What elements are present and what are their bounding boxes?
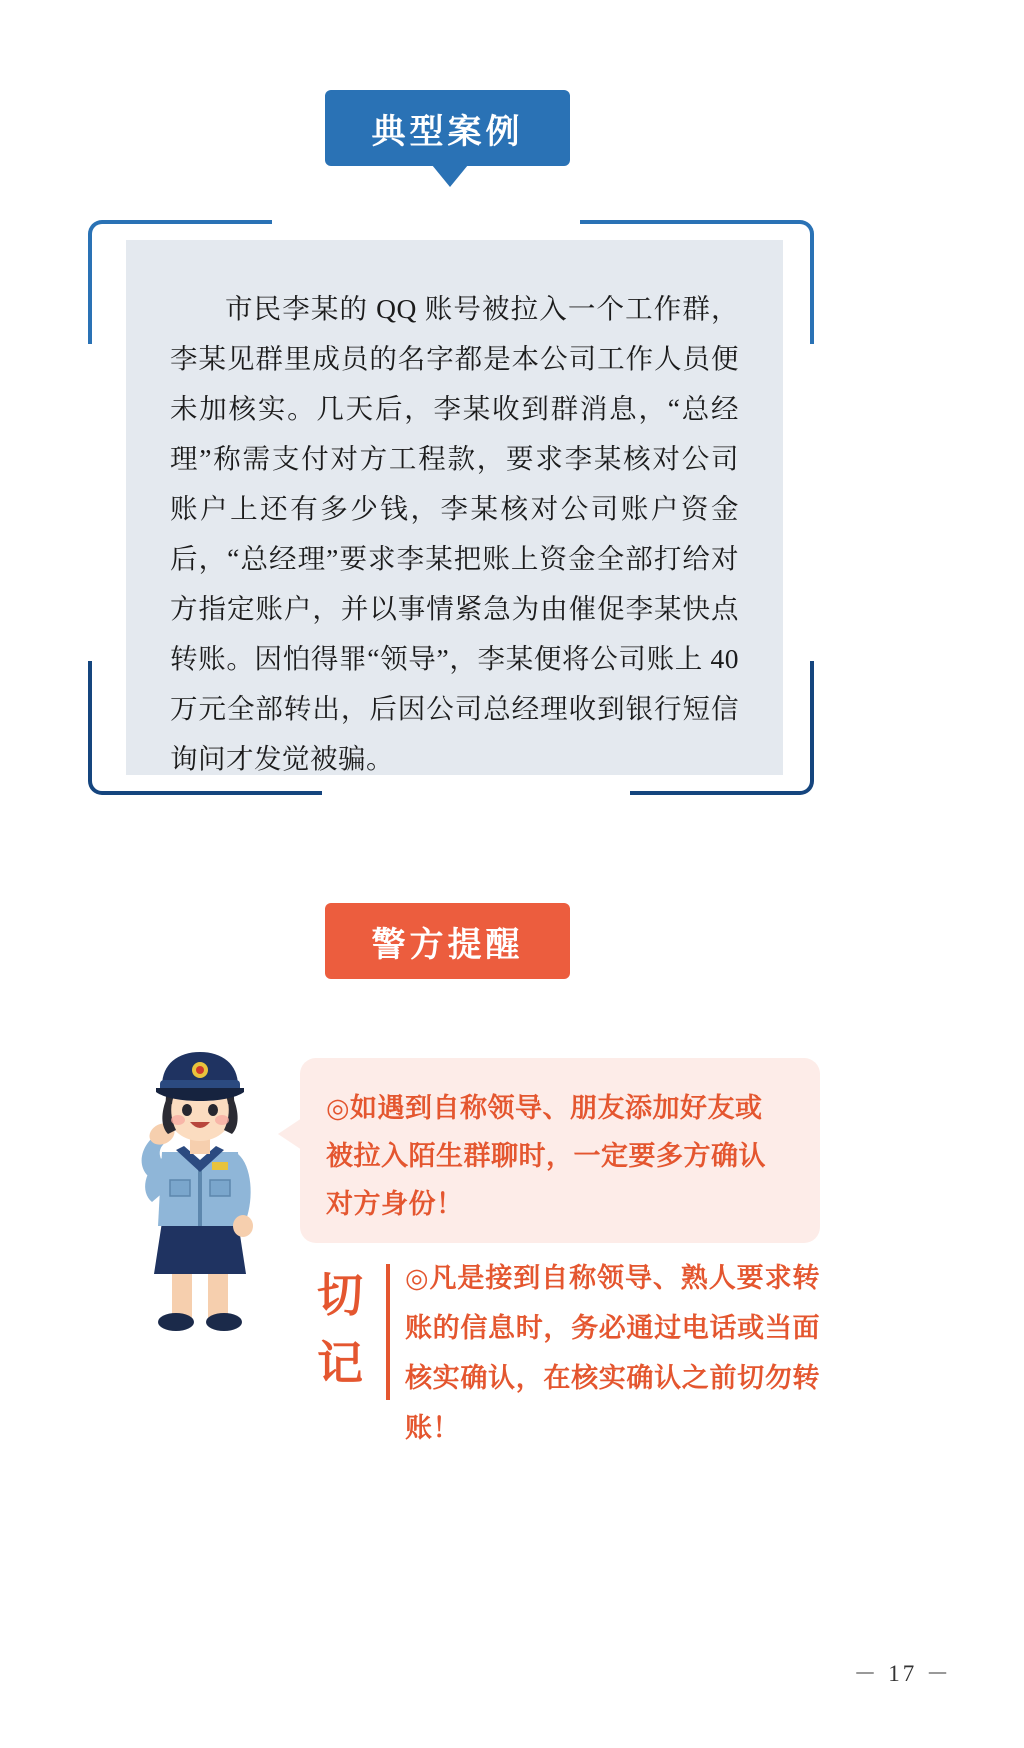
- police-officer-illustration: [100, 1030, 300, 1340]
- case-badge: [325, 90, 570, 166]
- remember-label-char-1: 切: [317, 1270, 363, 1321]
- page-number: － 17 －: [853, 1661, 952, 1686]
- case-text-panel: [126, 240, 783, 775]
- remember-divider: [386, 1264, 390, 1400]
- speech-bubble-tail: [278, 1118, 302, 1150]
- remember-label-char-2: 记: [317, 1338, 363, 1389]
- police-reminder-badge: [325, 903, 570, 979]
- remember-label: [296, 1262, 384, 1402]
- case-body-text: 市民李某的 QQ 账号被拉入一个工作群，李某见群里成员的名字都是本公司工作人员便未加核实。几天后，李某收到群消息，“总经理”称需支付对方工程款，要求李某核对公司账户上还有多少钱，李某核对公司账户资金后，“总经理”要求李某把账上资金全部打给对方指定账户，并以事情紧急为由催促李某快点转账。因怕得罪“领导”，李某便将公司账上 40 万元全部转出，后因公司总经理收到银行短信询问才发觉被骗。: [170, 293, 739, 774]
- police-reminder-bubble-text: ◎如遇到自称领导、朋友添加好友或被拉入陌生群聊时，一定要多方确认对方身份！: [326, 1093, 766, 1219]
- police-reminder-badge-label: 警方提醒: [371, 926, 524, 964]
- case-badge-tail: [432, 165, 468, 187]
- remember-body-text: ◎凡是接到自称领导、熟人要求转账的信息时，务必通过电话或当面核实确认，在核实确认之前切勿转账！: [405, 1263, 820, 1443]
- case-badge-label: 典型案例: [371, 113, 524, 151]
- police-reminder-bubble: [300, 1058, 820, 1243]
